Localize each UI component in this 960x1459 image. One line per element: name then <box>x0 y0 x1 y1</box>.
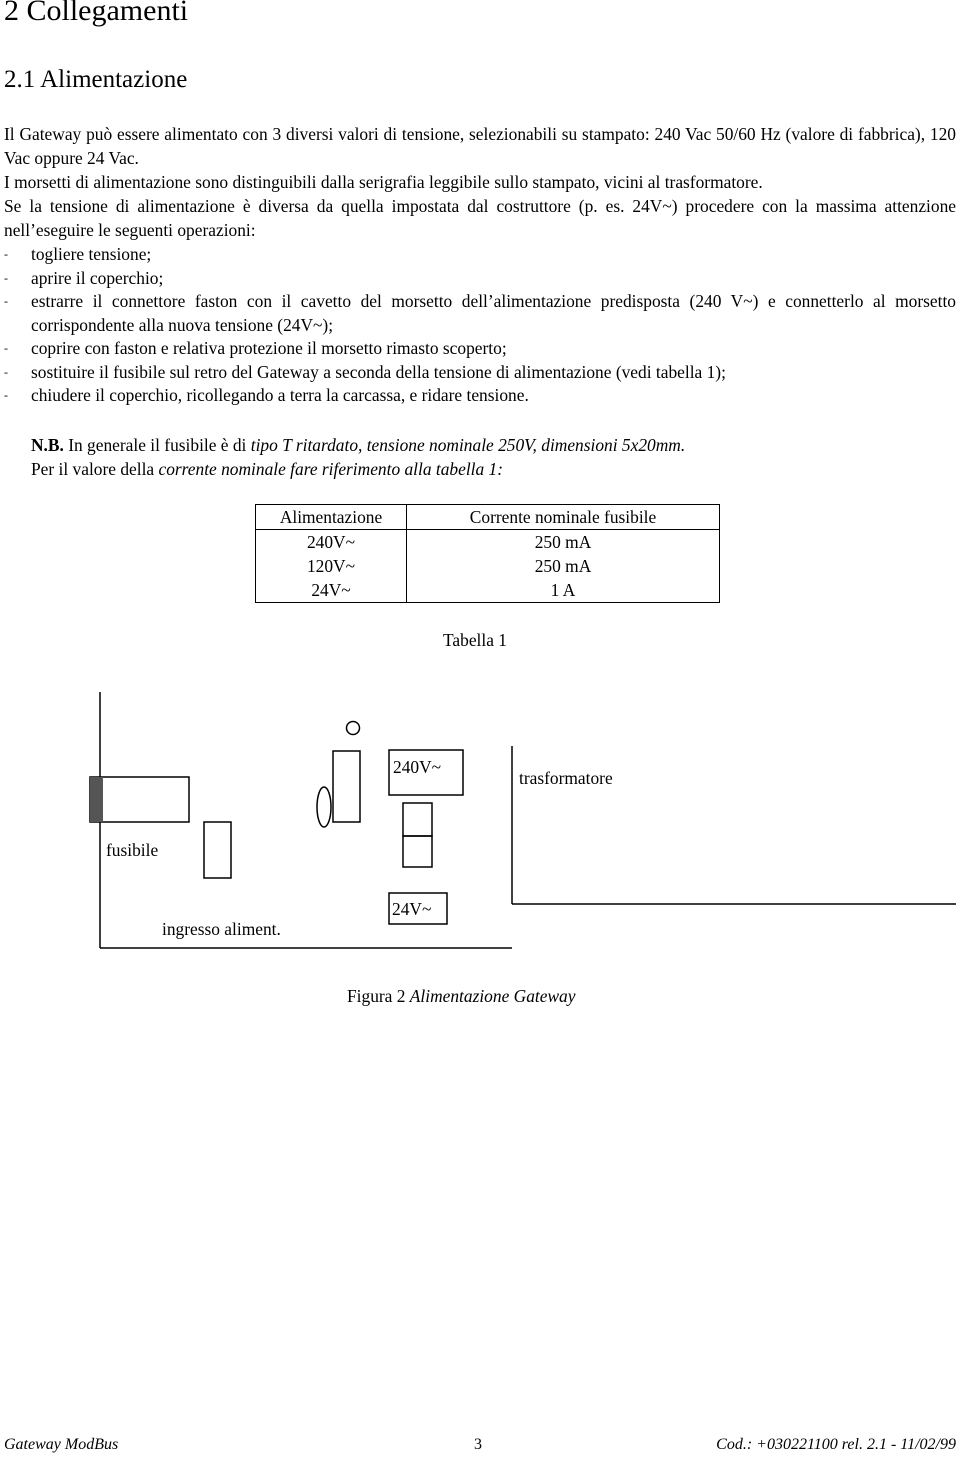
list-item <box>4 384 956 408</box>
list-item <box>4 243 956 267</box>
figure-caption <box>347 985 575 1009</box>
table-cell: 24V~ <box>256 578 407 603</box>
note-line-1 <box>31 434 685 458</box>
table-row <box>256 554 720 578</box>
bullet-marker: - <box>4 364 8 379</box>
screw-circle <box>347 722 360 735</box>
step-text: coprire con faston e relativa protezione il morsetto rimasto scoperto; <box>31 338 507 358</box>
paragraph-voltage-options: Il Gateway può essere alimentato con 3 diversi valori di tensione, selezionabili su stampato: 240 Vac 50/60 Hz (valore di fabbrica), 120 Vac oppure 24 Vac. <box>4 124 956 168</box>
steps-list <box>4 243 956 408</box>
table-row <box>256 530 720 555</box>
bullet-marker: - <box>4 247 8 261</box>
footer-page-number: 3 <box>474 1436 482 1453</box>
list-item <box>4 290 956 337</box>
terminal-block <box>403 803 432 836</box>
power-input-connector <box>204 822 231 878</box>
bullet-marker: - <box>4 388 8 402</box>
table-cell: 240V~ <box>256 530 407 555</box>
label-power-input: ingresso aliment. <box>162 919 281 939</box>
note-table-ref: corrente nominale fare riferimento alla tabella 1: <box>158 459 504 479</box>
terminal-protection <box>333 751 360 822</box>
table-header-row <box>256 505 720 530</box>
fuse-table <box>255 504 720 603</box>
step-text: aprire il coperchio; <box>31 267 164 288</box>
table-cell: 250 mA <box>534 531 592 552</box>
note-label: N.B. <box>31 435 64 455</box>
column-header: Alimentazione <box>256 505 407 530</box>
note-line-2 <box>31 458 503 482</box>
table-cell: 1 A <box>550 579 576 600</box>
step-text: togliere tensione; <box>31 244 152 264</box>
label-240v: 240V~ <box>393 757 442 777</box>
label-fuse: fusibile <box>106 840 159 860</box>
footer-code: Cod.: +030221100 rel. 2.1 - 11/02/99 <box>716 1436 956 1453</box>
footer-product: Gateway ModBus <box>4 1436 119 1453</box>
fuse-dark-segment <box>90 777 103 822</box>
step-text: chiudere il coperchio, ricollegando a terra la carcassa, e ridare tensione. <box>31 385 529 405</box>
table-cell: 250 mA <box>534 555 592 576</box>
table-row <box>256 578 720 603</box>
terminal-block <box>403 836 432 867</box>
paragraph-caution: Se la tensione di alimentazione è diversa da quella impostata dal costruttore (p. es. 24V~) procedere con la massima attenzione nell’eseguire le seguenti operazioni: <box>4 196 956 240</box>
table-caption: Tabella 1 <box>443 630 507 650</box>
note-text-2: Per il valore della <box>31 459 159 479</box>
step-text: sostituire il fusibile sul retro del Gateway a seconda della tensione di alimentazione (vedi tabella 1); <box>31 361 726 382</box>
paragraph-terminals: I morsetti di alimentazione sono distinguibili dalla serigrafia leggibile sullo stampato, vicini al trasformatore. <box>4 172 763 192</box>
faston-connector <box>317 787 331 827</box>
list-item <box>4 337 956 361</box>
figure-number: Figura 2 <box>347 986 410 1006</box>
table-cell: 120V~ <box>256 554 407 578</box>
section-heading: 2.1 Alimentazione <box>4 66 188 93</box>
bullet-marker: - <box>4 294 8 308</box>
bullet-marker: - <box>4 341 8 355</box>
chapter-heading: 2 Collegamenti <box>4 0 189 27</box>
label-24v: 24V~ <box>392 899 432 919</box>
fuse-holder <box>90 777 189 822</box>
list-item <box>4 361 956 385</box>
column-header: Corrente nominale fusibile <box>407 505 720 530</box>
list-item <box>4 267 956 291</box>
label-transformer: trasformatore <box>519 768 613 788</box>
note-fuse-spec: tipo T ritardato, tensione nominale 250V, dimensioni 5x20mm. <box>250 435 686 455</box>
bullet-marker: - <box>4 270 8 285</box>
note-text: In generale il fusibile è di <box>63 435 251 455</box>
power-supply-diagram <box>0 680 960 970</box>
step-text: estrarre il connettore faston con il cavetto del morsetto dell’alimentazione predisposta (240 V~) e connetterlo al morsetto corrispondente alla nuova tensione (24V~); <box>31 291 956 335</box>
figure-title: Alimentazione Gateway <box>409 986 576 1006</box>
